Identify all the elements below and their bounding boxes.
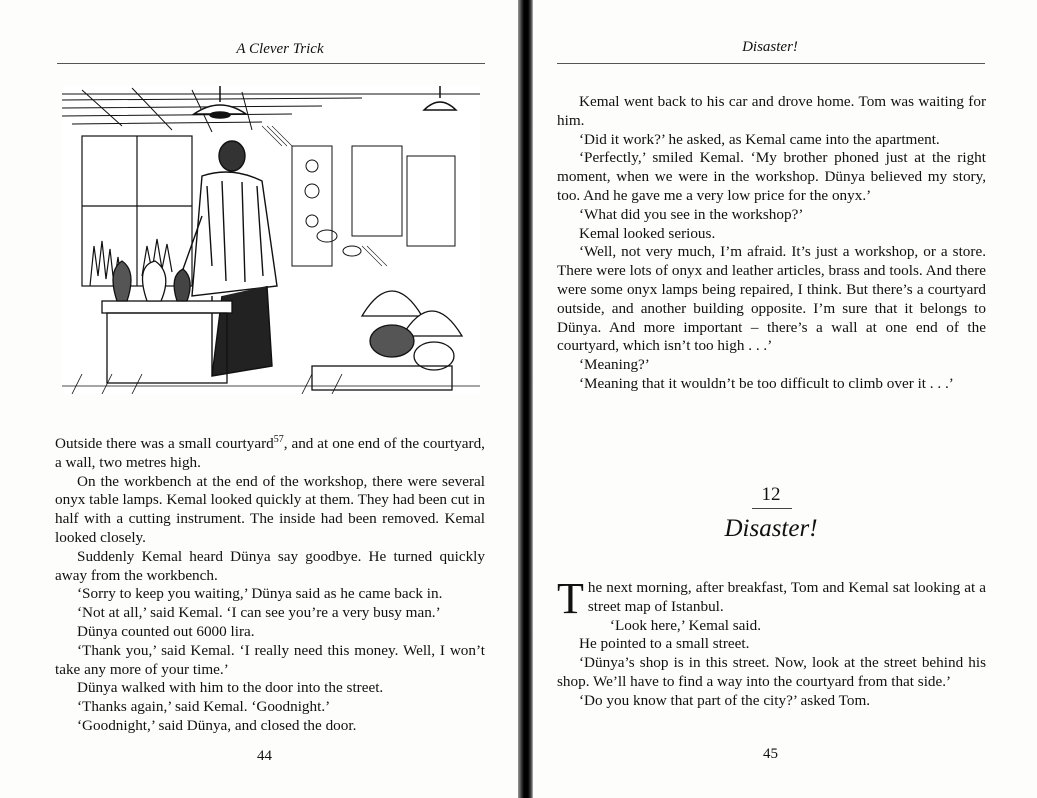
paragraph: Dünya counted out 6000 lira. [77, 622, 255, 640]
chapter-title: Disaster! [724, 515, 818, 542]
paragraph: ‘Meaning?’ [579, 356, 650, 374]
paragraph: ‘Thank you,’ said Kemal. ‘I really need this money. Well, I won’t take any more of your time.’ [55, 641, 485, 678]
chapter-number-rule [752, 508, 792, 509]
chapter-number: 12 [761, 484, 781, 505]
page-number-right: 45 [763, 746, 778, 762]
paragraph [557, 574, 986, 623]
paragraph: ‘Sorry to keep you waiting,’ Dünya said as he came back in. [77, 585, 443, 603]
paragraph-text: Outside there was a small courtyard [55, 435, 274, 452]
paragraph: Suddenly Kemal heard Dünya say goodbye. He turned quickly away from the workbench. [55, 547, 485, 584]
drop-cap: T [557, 574, 584, 623]
paragraph: ‘Meaning that it wouldn’t be too difficult to climb over it . . .’ [579, 374, 954, 392]
paragraph: ‘What did you see in the workshop?’ [579, 205, 804, 223]
paragraph [55, 435, 485, 473]
paragraph: ‘Dünya’s shop is in this street. Now, look at the street behind his shop. We’ll have to find a way into the courtyard from that side.’ [557, 654, 986, 690]
left-body-text [55, 435, 485, 736]
footnote-marker: 57 [273, 433, 284, 445]
paragraph: ‘Well, not very much, I’m afraid. It’s just a workshop, or a store. There were lots of onyx and leather articles, brass and tools. And there were some onyx lamps being repaired, I think. But there’s a courtyard outside, and another building opposite. I’m sure that it belongs to Dünya. And more important – there’s a wall at one end of the courtyard, which isn’t too high . . .’ [557, 243, 986, 355]
paragraph: ‘Thanks again,’ said Kemal. ‘Goodnight.’ [77, 698, 331, 716]
workshop-illustration [62, 86, 480, 394]
paragraph-text: , and at one end of the courtyard, a wall, two metres high. [55, 435, 485, 471]
paragraph: ‘Not at all,’ said Kemal. ‘I can see you’re a very busy man.’ [77, 604, 441, 622]
paragraph: Dünya walked with him to the door into the street. [77, 679, 384, 697]
paragraph: ‘Look here,’ Kemal said. [609, 616, 762, 634]
paragraph: ‘Do you know that part of the city?’ asked Tom. [579, 691, 871, 709]
running-head-left: A Clever Trick [236, 41, 324, 57]
paragraph: Kemal looked serious. [579, 224, 716, 242]
paragraph: He pointed to a small street. [579, 635, 750, 653]
paragraph: ‘Goodnight,’ said Dünya, and closed the door. [77, 716, 357, 734]
book-gutter [518, 0, 533, 798]
right-body-text-bottom [557, 574, 986, 711]
right-body-text-top [557, 93, 986, 394]
header-rule-left [57, 63, 485, 64]
paragraph-text: he next morning, after breakfast, Tom and Kemal sat looking at a street map of Istanbul. [587, 579, 986, 615]
paragraph: ‘Did it work?’ he asked, as Kemal came into the apartment. [579, 130, 940, 148]
header-rule-right [557, 63, 985, 64]
left-page [0, 0, 518, 798]
paragraph: ‘Perfectly,’ smiled Kemal. ‘My brother phoned just at the right moment, when we were in the workshop. Dünya believed my story, too. And he gave me a very low price for the onyx.’ [557, 149, 986, 204]
page-number-left: 44 [257, 748, 272, 764]
paragraph: On the workbench at the end of the workshop, there were several onyx table lamps. Kemal looked quickly at them. They had been cut in half with a cutting instrument. The inside had been removed. Kemal looked closely. [55, 472, 485, 546]
paragraph: Kemal went back to his car and drove home. Tom was waiting for him. [557, 93, 986, 129]
running-head-right: Disaster! [742, 39, 798, 55]
